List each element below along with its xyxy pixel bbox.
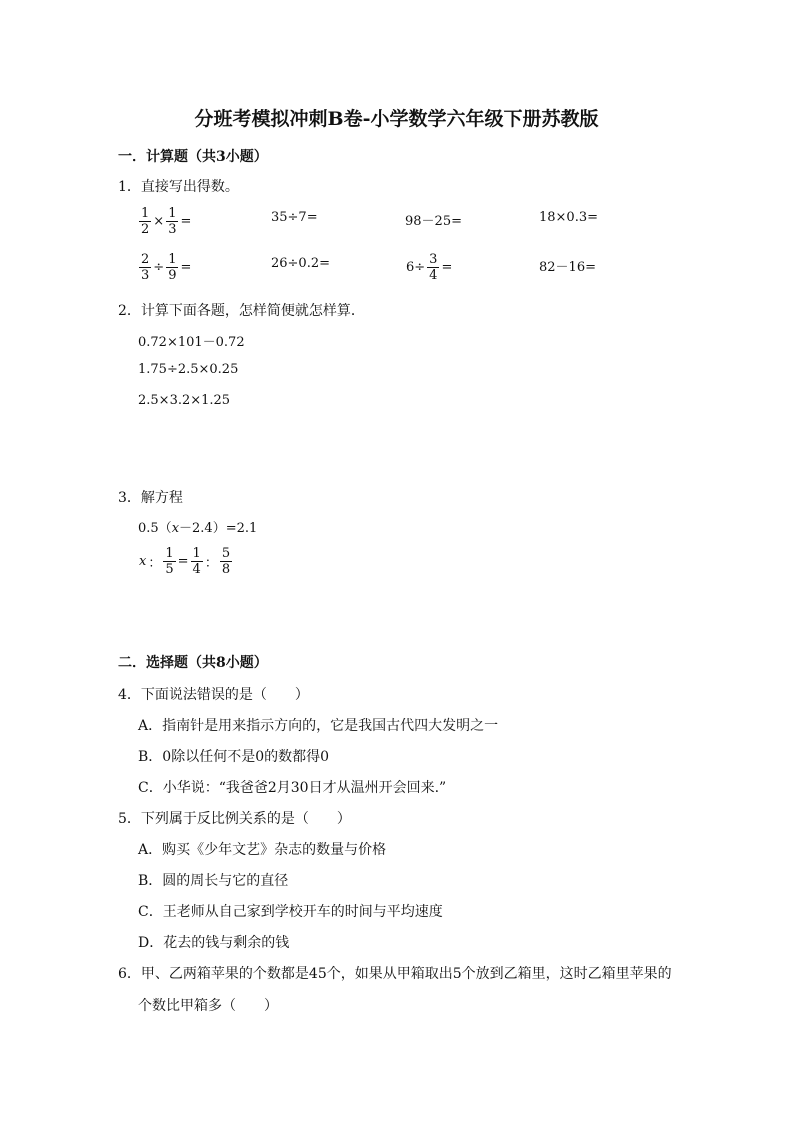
question-text: 解方程 xyxy=(140,490,183,506)
numerator: 3 xyxy=(429,252,438,267)
ratio-colon: ： xyxy=(204,556,218,571)
q1-expr-5 xyxy=(138,252,192,283)
equals-sign: = xyxy=(177,554,189,569)
q1-expr-8: 82－16= xyxy=(539,260,596,275)
q1-expr-4: 18×0.3= xyxy=(539,210,599,225)
question-number: 4． xyxy=(118,687,141,703)
question-text: 直接写出得数。 xyxy=(140,179,239,195)
q4-option-a: A．指南针是用来指示方向的，它是我国古代四大发明之一 xyxy=(138,718,499,734)
fraction xyxy=(139,252,151,283)
question-text: 甲、乙两箱苹果的个数都是45个，如果从甲箱取出5个放到乙箱里，这时乙箱里苹果的 xyxy=(140,966,672,982)
q2-item-1: 0.72×101－0.72 xyxy=(138,335,245,350)
question-6 xyxy=(118,963,672,983)
page-title: 分班考模拟冲刺B卷-小学数学六年级下册苏教版 xyxy=(194,108,599,130)
q1-expr-1 xyxy=(138,206,192,237)
denominator: 2 xyxy=(141,222,150,237)
denominator: 8 xyxy=(221,562,231,577)
question-number: 1． xyxy=(118,179,141,195)
equals-sign: = xyxy=(180,214,192,229)
denominator: 4 xyxy=(429,268,438,283)
numerator: 1 xyxy=(168,206,177,221)
question-number: 3． xyxy=(118,490,141,506)
denominator: 9 xyxy=(168,268,177,283)
q3-equation-2 xyxy=(138,546,233,577)
q3-equation-1 xyxy=(138,517,257,536)
question-6-continuation: 个数比甲箱多（ ） xyxy=(138,998,278,1014)
fraction xyxy=(166,206,178,237)
denominator: 3 xyxy=(141,268,150,283)
variable: x xyxy=(139,554,147,569)
numerator: 1 xyxy=(168,252,177,267)
section-heading-calculation: 一．计算题（共3小题） xyxy=(118,149,268,165)
numerator: 1 xyxy=(141,206,150,221)
q1-expr-2: 35÷7= xyxy=(271,210,318,225)
q1-expr-6: 26÷0.2= xyxy=(271,256,331,271)
q5-option-b: B．圆的周长与它的直径 xyxy=(138,873,289,889)
question-number: 6． xyxy=(118,966,141,982)
numerator: 1 xyxy=(192,546,201,561)
question-text: 下列属于反比例关系的是（ ） xyxy=(140,811,351,827)
numerator: 5 xyxy=(221,546,231,561)
equation-prefix: 0.5（ xyxy=(138,521,172,536)
ratio-colon: ： xyxy=(148,556,162,571)
q1-expr-7 xyxy=(405,252,453,283)
fraction xyxy=(427,252,439,283)
denominator: 5 xyxy=(165,562,174,577)
question-text: 下面说法错误的是（ ） xyxy=(140,687,309,703)
q4-option-b: B．0除以任何不是0的数都得0 xyxy=(138,749,330,765)
question-2 xyxy=(118,300,365,320)
numerator: 1 xyxy=(165,546,174,561)
numerator: 2 xyxy=(141,252,150,267)
q4-option-c: C．小华说：“我爸爸2月30日才从温州开会回来.” xyxy=(138,780,447,796)
fraction xyxy=(220,546,232,577)
equation-suffix: －2.4）=2.1 xyxy=(179,521,258,536)
operator: ÷ xyxy=(153,260,165,275)
question-1 xyxy=(118,176,239,196)
question-5 xyxy=(118,808,351,828)
denominator: 4 xyxy=(192,562,201,577)
fraction xyxy=(163,546,175,577)
section-heading-choice: 二．选择题（共8小题） xyxy=(118,655,268,671)
q5-option-a: A．购买《少年文艺》杂志的数量与价格 xyxy=(138,842,387,858)
q2-item-2: 1.75÷2.5×0.25 xyxy=(138,362,239,377)
equals-sign: = xyxy=(180,260,192,275)
denominator: 3 xyxy=(168,222,177,237)
expression-prefix: 6÷ xyxy=(406,260,426,275)
q1-expr-3: 98－25= xyxy=(405,214,462,229)
q5-option-c: C．王老师从自己家到学校开车的时间与平均速度 xyxy=(138,904,443,920)
question-text: 计算下面各题，怎样简便就怎样算． xyxy=(140,303,365,319)
question-4 xyxy=(118,684,309,704)
operator: × xyxy=(153,214,165,229)
q5-option-d: D．花去的钱与剩余的钱 xyxy=(138,935,290,951)
fraction xyxy=(139,206,151,237)
q2-item-3: 2.5×3.2×1.25 xyxy=(138,393,231,408)
fraction xyxy=(166,252,178,283)
variable: x xyxy=(171,521,180,536)
question-number: 5． xyxy=(118,811,141,827)
question-3 xyxy=(118,487,183,507)
question-number: 2． xyxy=(118,303,141,319)
equals-sign: = xyxy=(441,260,453,275)
fraction xyxy=(191,546,203,577)
